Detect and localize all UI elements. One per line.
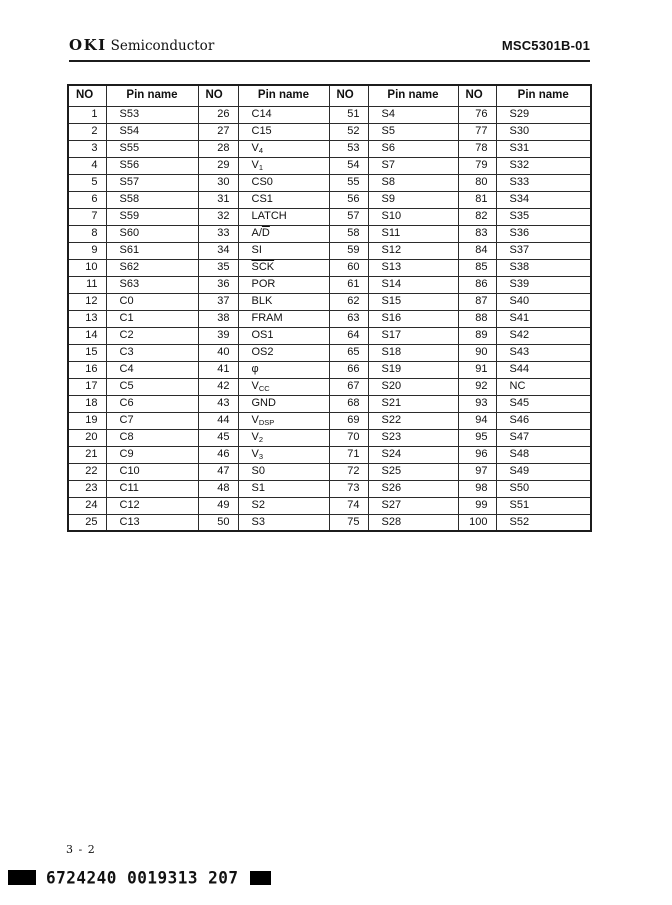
pin-number-cell: 21 [68, 446, 106, 463]
pin-number-cell: 95 [458, 429, 496, 446]
pin-name-cell: C15 [238, 123, 329, 140]
pin-number-cell: 6 [68, 191, 106, 208]
table-row [68, 412, 591, 429]
pin-number-cell: 55 [329, 174, 368, 191]
pin-name-cell: S63 [106, 276, 198, 293]
pin-name-cell: S32 [496, 157, 591, 174]
pin-number-cell: 66 [329, 361, 368, 378]
pin-name-cell: S4 [368, 106, 458, 123]
pin-name-cell: S55 [106, 140, 198, 157]
col-header-no: NO [68, 85, 106, 106]
pin-number-cell: 62 [329, 293, 368, 310]
table-row [68, 463, 591, 480]
pin-name-cell: S39 [496, 276, 591, 293]
pin-name-cell: C7 [106, 412, 198, 429]
pin-number-cell: 16 [68, 361, 106, 378]
table-row [68, 157, 591, 174]
pin-number-cell: 83 [458, 225, 496, 242]
stamp-block-left-icon [8, 870, 36, 885]
pin-name-cell: $V_3$ [238, 446, 329, 463]
pin-number-cell: 67 [329, 378, 368, 395]
pin-number-cell: 25 [68, 514, 106, 531]
pin-number-cell: 87 [458, 293, 496, 310]
pin-name-cell: SI [238, 242, 329, 259]
pin-number-cell: 51 [329, 106, 368, 123]
pin-name-cell: S26 [368, 480, 458, 497]
pin-name-cell: S9 [368, 191, 458, 208]
pin-name-cell: S38 [496, 259, 591, 276]
stamp-block-right-icon [250, 871, 271, 885]
col-header-pin-name: Pin name [368, 85, 458, 106]
table-row [68, 293, 591, 310]
pin-number-cell: 54 [329, 157, 368, 174]
pin-number-cell: 96 [458, 446, 496, 463]
pin-number-cell: 52 [329, 123, 368, 140]
pin-name-cell: S46 [496, 412, 591, 429]
pin-name-cell: φ [238, 361, 329, 378]
pin-number-cell: 100 [458, 514, 496, 531]
pin-number-cell: 36 [198, 276, 238, 293]
table-row [68, 395, 591, 412]
pin-name-cell: S23 [368, 429, 458, 446]
pin-name-cell: S20 [368, 378, 458, 395]
pin-number-cell: 27 [198, 123, 238, 140]
pin-number-cell: 13 [68, 310, 106, 327]
pin-number-cell: 39 [198, 327, 238, 344]
oki-logo [69, 36, 214, 55]
pin-name-cell: C14 [238, 106, 329, 123]
col-header-no: NO [198, 85, 238, 106]
pin-name-cell: S28 [368, 514, 458, 531]
pin-number-cell: 2 [68, 123, 106, 140]
pin-name-cell: S25 [368, 463, 458, 480]
pin-name-cell: S22 [368, 412, 458, 429]
pin-name-cell: $V_4$ [238, 140, 329, 157]
pin-name-cell: S13 [368, 259, 458, 276]
pin-table-header-row [68, 85, 591, 106]
pin-name-cell: C3 [106, 344, 198, 361]
col-header-pin-name: Pin name [496, 85, 591, 106]
pin-name-cell: S42 [496, 327, 591, 344]
pin-number-cell: 30 [198, 174, 238, 191]
pin-name-cell: C5 [106, 378, 198, 395]
document-header [69, 36, 590, 62]
pin-name-cell: S27 [368, 497, 458, 514]
table-row [68, 242, 591, 259]
table-row [68, 174, 591, 191]
pin-number-cell: 73 [329, 480, 368, 497]
table-row [68, 361, 591, 378]
pin-number-cell: 92 [458, 378, 496, 395]
pin-name-cell: $V_{CC}$ [238, 378, 329, 395]
pin-number-cell: 28 [198, 140, 238, 157]
pin-name-cell: S2 [238, 497, 329, 514]
table-row [68, 514, 591, 531]
pin-name-cell: OS1 [238, 327, 329, 344]
pin-number-cell: 97 [458, 463, 496, 480]
pin-name-cell: S7 [368, 157, 458, 174]
pin-number-cell: 82 [458, 208, 496, 225]
pin-number-cell: 5 [68, 174, 106, 191]
pin-name-cell: S0 [238, 463, 329, 480]
pin-name-cell: S21 [368, 395, 458, 412]
table-row [68, 276, 591, 293]
pin-name-cell: CS0 [238, 174, 329, 191]
col-header-pin-name: Pin name [106, 85, 198, 106]
pin-number-cell: 41 [198, 361, 238, 378]
table-row [68, 446, 591, 463]
pin-number-cell: 45 [198, 429, 238, 446]
pin-number-cell: 7 [68, 208, 106, 225]
pin-number-cell: 89 [458, 327, 496, 344]
pin-name-cell: S8 [368, 174, 458, 191]
stamp-code: 6724240 0019313 207 [46, 867, 239, 888]
pin-number-cell: 9 [68, 242, 106, 259]
pin-number-cell: 74 [329, 497, 368, 514]
pin-name-cell: CS1 [238, 191, 329, 208]
pin-name-cell: C4 [106, 361, 198, 378]
col-header-no: NO [458, 85, 496, 106]
pin-name-cell: C9 [106, 446, 198, 463]
table-row [68, 310, 591, 327]
pin-number-cell: 44 [198, 412, 238, 429]
pin-number-cell: 12 [68, 293, 106, 310]
pin-number-cell: 59 [329, 242, 368, 259]
part-number: MSC5301B-01 [501, 38, 590, 53]
scan-stamp [8, 868, 271, 887]
pin-name-cell: C10 [106, 463, 198, 480]
pin-number-cell: 78 [458, 140, 496, 157]
pin-number-cell: 56 [329, 191, 368, 208]
pin-name-cell: POR [238, 276, 329, 293]
pin-number-cell: 26 [198, 106, 238, 123]
pin-number-cell: 61 [329, 276, 368, 293]
pin-number-cell: 65 [329, 344, 368, 361]
pin-number-cell: 48 [198, 480, 238, 497]
table-row [68, 123, 591, 140]
pin-name-cell: S36 [496, 225, 591, 242]
pin-name-cell: S12 [368, 242, 458, 259]
table-row [68, 225, 591, 242]
pin-name-cell: S1 [238, 480, 329, 497]
pin-name-cell: NC [496, 378, 591, 395]
pin-number-cell: 8 [68, 225, 106, 242]
pin-name-cell: $V_{DSP}$ [238, 412, 329, 429]
pin-name-cell: C13 [106, 514, 198, 531]
pin-name-cell: S19 [368, 361, 458, 378]
pin-number-cell: 49 [198, 497, 238, 514]
pin-name-cell: S30 [496, 123, 591, 140]
page-number: 3 - 2 [66, 843, 96, 856]
pin-number-cell: 43 [198, 395, 238, 412]
pin-name-cell: $V_2$ [238, 429, 329, 446]
pin-name-cell: S11 [368, 225, 458, 242]
brand-division: Semiconductor [110, 38, 215, 54]
pin-number-cell: 80 [458, 174, 496, 191]
pin-name-cell: C8 [106, 429, 198, 446]
pin-name-cell: S31 [496, 140, 591, 157]
pin-name-cell: C12 [106, 497, 198, 514]
pin-number-cell: 86 [458, 276, 496, 293]
pin-number-cell: 4 [68, 157, 106, 174]
pin-number-cell: 64 [329, 327, 368, 344]
table-row [68, 327, 591, 344]
table-row [68, 140, 591, 157]
table-row [68, 259, 591, 276]
col-header-no: NO [329, 85, 368, 106]
pin-number-cell: 50 [198, 514, 238, 531]
pin-number-cell: 31 [198, 191, 238, 208]
pin-number-cell: 72 [329, 463, 368, 480]
pin-name-cell: S5 [368, 123, 458, 140]
pin-assignment-table [67, 84, 592, 532]
pin-number-cell: 38 [198, 310, 238, 327]
pin-name-cell: S34 [496, 191, 591, 208]
pin-name-cell: S47 [496, 429, 591, 446]
pin-name-cell: FRAM [238, 310, 329, 327]
pin-number-cell: 91 [458, 361, 496, 378]
pin-name-cell: C0 [106, 293, 198, 310]
table-row [68, 378, 591, 395]
col-header-pin-name: Pin name [238, 85, 329, 106]
pin-name-cell: C6 [106, 395, 198, 412]
pin-number-cell: 15 [68, 344, 106, 361]
pin-name-cell: S29 [496, 106, 591, 123]
pin-number-cell: 46 [198, 446, 238, 463]
pin-number-cell: 84 [458, 242, 496, 259]
pin-number-cell: 68 [329, 395, 368, 412]
pin-number-cell: 3 [68, 140, 106, 157]
pin-number-cell: 18 [68, 395, 106, 412]
pin-name-cell: S14 [368, 276, 458, 293]
pin-name-cell: S18 [368, 344, 458, 361]
pin-number-cell: 58 [329, 225, 368, 242]
table-row [68, 429, 591, 446]
pin-name-cell: S51 [496, 497, 591, 514]
pin-name-cell: S35 [496, 208, 591, 225]
pin-name-cell: S58 [106, 191, 198, 208]
pin-number-cell: 23 [68, 480, 106, 497]
pin-number-cell: 14 [68, 327, 106, 344]
pin-number-cell: 20 [68, 429, 106, 446]
pin-number-cell: 63 [329, 310, 368, 327]
pin-name-cell: S3 [238, 514, 329, 531]
pin-number-cell: 76 [458, 106, 496, 123]
pin-number-cell: 11 [68, 276, 106, 293]
pin-number-cell: 22 [68, 463, 106, 480]
pin-name-cell: C11 [106, 480, 198, 497]
table-row [68, 106, 591, 123]
pin-name-cell: OS2 [238, 344, 329, 361]
pin-name-cell: S59 [106, 208, 198, 225]
pin-name-cell: S6 [368, 140, 458, 157]
pin-number-cell: 29 [198, 157, 238, 174]
pin-name-cell: S45 [496, 395, 591, 412]
table-row [68, 191, 591, 208]
pin-number-cell: 69 [329, 412, 368, 429]
pin-name-cell: S33 [496, 174, 591, 191]
pin-name-cell: LATCH [238, 208, 329, 225]
pin-number-cell: 60 [329, 259, 368, 276]
pin-number-cell: 32 [198, 208, 238, 225]
pin-number-cell: 71 [329, 446, 368, 463]
table-row [68, 208, 591, 225]
table-row [68, 497, 591, 514]
pin-name-cell: C2 [106, 327, 198, 344]
pin-name-cell: S54 [106, 123, 198, 140]
pin-table-head [68, 85, 591, 106]
pin-name-cell: S37 [496, 242, 591, 259]
pin-name-cell: S16 [368, 310, 458, 327]
pin-name-cell: S49 [496, 463, 591, 480]
pin-number-cell: 70 [329, 429, 368, 446]
pin-name-cell: S24 [368, 446, 458, 463]
pin-table-body [68, 106, 591, 531]
pin-name-cell: S40 [496, 293, 591, 310]
pin-name-cell: C1 [106, 310, 198, 327]
pin-name-cell: S10 [368, 208, 458, 225]
pin-name-cell: $V_1$ [238, 157, 329, 174]
pin-name-cell: GND [238, 395, 329, 412]
pin-name-cell: S41 [496, 310, 591, 327]
pin-name-cell: S44 [496, 361, 591, 378]
pin-number-cell: 10 [68, 259, 106, 276]
pin-number-cell: 34 [198, 242, 238, 259]
pin-number-cell: 37 [198, 293, 238, 310]
pin-name-cell: S17 [368, 327, 458, 344]
pin-name-cell: S61 [106, 242, 198, 259]
pin-number-cell: 79 [458, 157, 496, 174]
pin-number-cell: 77 [458, 123, 496, 140]
pin-number-cell: 42 [198, 378, 238, 395]
pin-name-cell: S52 [496, 514, 591, 531]
pin-number-cell: 57 [329, 208, 368, 225]
pin-number-cell: 19 [68, 412, 106, 429]
pin-number-cell: 47 [198, 463, 238, 480]
brand-name: OKI [69, 36, 107, 54]
pin-number-cell: 98 [458, 480, 496, 497]
pin-name-cell: S48 [496, 446, 591, 463]
pin-name-cell: S60 [106, 225, 198, 242]
pin-name-cell: S50 [496, 480, 591, 497]
pin-number-cell: 53 [329, 140, 368, 157]
pin-number-cell: 81 [458, 191, 496, 208]
pin-number-cell: 93 [458, 395, 496, 412]
pin-name-cell: S15 [368, 293, 458, 310]
pin-number-cell: 75 [329, 514, 368, 531]
table-row [68, 480, 591, 497]
pin-number-cell: 90 [458, 344, 496, 361]
pin-number-cell: 24 [68, 497, 106, 514]
pin-name-cell: $A/\overline{D}$ [238, 225, 329, 242]
table-row [68, 344, 591, 361]
pin-number-cell: 88 [458, 310, 496, 327]
pin-name-cell: S56 [106, 157, 198, 174]
pin-number-cell: 40 [198, 344, 238, 361]
pin-number-cell: 33 [198, 225, 238, 242]
pin-name-cell: S57 [106, 174, 198, 191]
pin-name-cell: BLK [238, 293, 329, 310]
pin-name-cell: $\overline{SCK}$ [238, 259, 329, 276]
pin-number-cell: 94 [458, 412, 496, 429]
pin-number-cell: 99 [458, 497, 496, 514]
pin-number-cell: 17 [68, 378, 106, 395]
pin-name-cell: S53 [106, 106, 198, 123]
pin-number-cell: 35 [198, 259, 238, 276]
pin-name-cell: S62 [106, 259, 198, 276]
pin-number-cell: 85 [458, 259, 496, 276]
pin-name-cell: S43 [496, 344, 591, 361]
pin-number-cell: 1 [68, 106, 106, 123]
